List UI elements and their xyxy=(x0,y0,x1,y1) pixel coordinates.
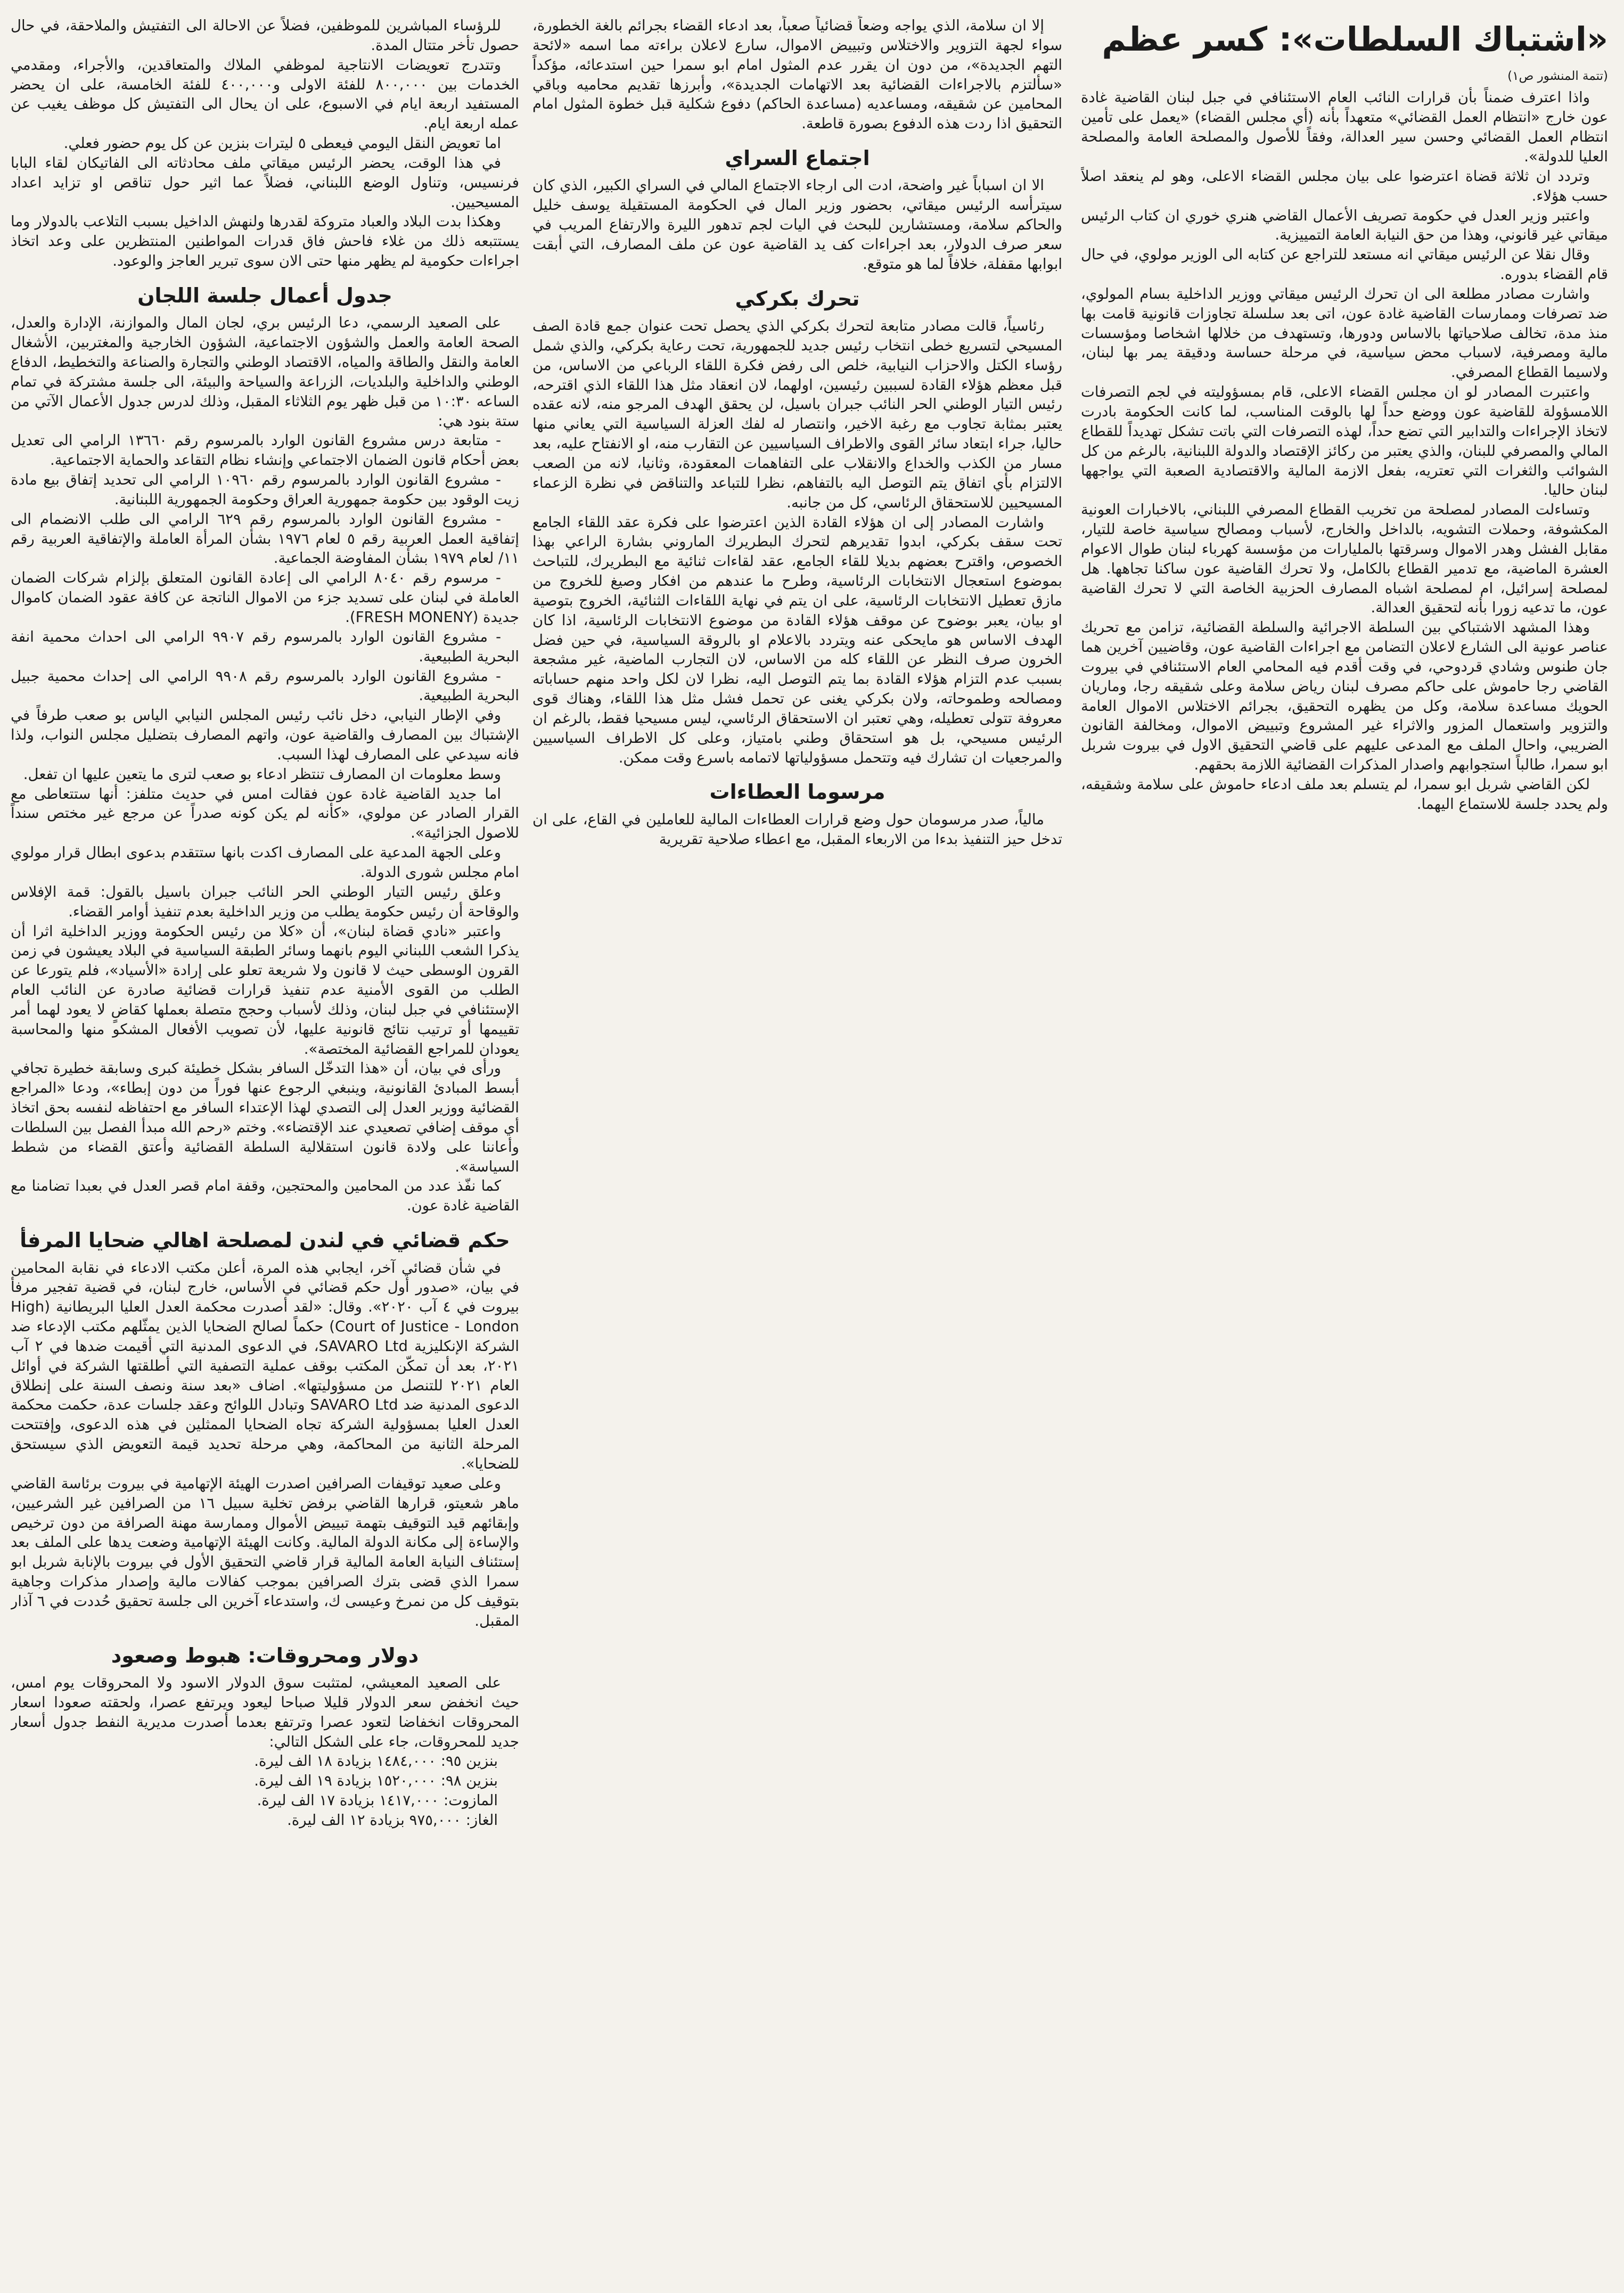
paragraph: كما نفّذ عدد من المحامين والمحتجين، وقفة امام قصر العدل في بعبدا تضامنا مع القاضية غادة عون. xyxy=(11,1177,519,1215)
paragraph: وسط معلومات ان المصارف تنتظر ادعاء بو صعب لترى ما يتعين عليها ان تفعل. xyxy=(23,765,501,783)
paragraph: في شأن قضائي آخر، ايجابي هذه المرة، أعلن مكتب الادعاء في نقابة المحامين في بيان، «صدور أول حكم قضائي في الأساس، خارج لبنان، في قضية تفجير مرفأ بيروت في ٤ آب ٢٠٢٠». وقال: «لقد أصدرت محكمة العدل العليا البريطانية (High Court of Justice - London) حكماً لصالح الضحايا الذين يمثّلهم مكتب الإدعاء ضد الشركة الإنكليزية SAVARO Ltd، في الدعوى المدنية التي أقيمت ضدها في ٢ آب ٢٠٢١، بعد أن تمكّن المكتب بوقف عملية التصفية التي أطلقتها الشركة في أوائل العام ٢٠٢١ للتنصل من مسؤوليتها». اضاف «بعد سنة ونصف السنة على إنطلاق الدعوى المدنية ضد SAVARO Ltd وتبادل اللوائح وعقد جلسات عدة، حكمت محكمة العدل العليا بمسؤولية الشركة تجاه الضحايا الممثلين في هذه الدعوى، وإفتتحت المرحلة الثانية من المحاكمة، وهي مرحلة تحديد قيمة التعويض الذي سيستحق للضحايا». xyxy=(11,1259,519,1472)
list-item: - مشروع القانون الوارد بالمرسوم رقم ٩٩٠٨ الرامي الى إحداث محمية جبيل البحرية الطبيعية. xyxy=(11,667,519,705)
paragraph: وعلى الجهة المدعية على المصارف اكدت بانها ستتقدم بدعوى ابطال قرار مولوي امام مجلس شورى الدولة. xyxy=(11,844,519,881)
price-item: الغاز: ٩٧٥,٠٠٠ بزيادة ١٢ الف ليرة. xyxy=(287,1811,498,1829)
paragraph: واعتبر «نادي قضاة لبنان»، أن «كلا من رئيس الحكومة ووزير الداخلية اثرا أن يذكرا الشعب اللبناني اليوم بانهما وسائر الطبقة السياسية في البلاد يعيشون في زمن القرون الوسطى حيث لا قانون ولا شريعة تعلو على إرادة «الأسياد»، فلم يتورعا عن الطلب من القوى الأمنية عدم تنفيذ قرارات قضائية صادرة عن النائب العام الإستئنافي في جبل لبنان، وذلك لأسباب وحجج متصلة بعملها كقاضٍ لا يعود لهما أمر تقييمها أو ترتيب نتائج قانونية عليها، لأن تصويب الأفعال المشكو منها والمحاسبة يعودان للمراجع القضائية المختصة». xyxy=(11,922,519,1058)
paragraph: وهذا المشهد الاشتباكي بين السلطة الاجرائية والسلطة القضائية، تزامن مع تحريك عناصر عونية الى الشارع لاعلان التضامن مع اجراءات القاضية عون، وقاضيين آخرين هما جان طنوس وشادي قردوحي، في وقت أقدم فيه المحامي العام الاستئنافي في بيروت القاضي رجا حاموش على حاكم مصرف لبنان رياض سلامة وعلى شقيقه رجا، وماريان الحويك مساعدة سلامة، وكل من يظهره التحقيق، بجرائم الاختلاس الاموال العامة والتزوير واستعمال المزور والاثراء غير المشروع وتبييض الاموال، ومخالفة القانون الضريبي، واحال الملف مع المدعى عليهم على قاضي التحقيق الاول في بيروت شربل ابو سمرا، طالباً استجوابهم واصدار المذكرات القضائية اللازمة بحقهم. xyxy=(1081,619,1608,774)
column-right xyxy=(1081,16,1608,814)
section-heading-london: حكم قضائي في لندن لمصلحة اهالي ضحايا المرفأ xyxy=(20,1229,510,1252)
paragraph: لكن القاضي شربل ابو سمرا، لم يتسلم بعد ملف ادعاء حاموش على سلامة وشقيقه، ولم يحدد جلسة للاستماع اليهما. xyxy=(1081,776,1608,813)
section-heading-fuel: دولار ومحروقات: هبوط وصعود xyxy=(111,1643,419,1667)
price-item: بنزين ٩٨: ١٥٢٠,٠٠٠ بزيادة ١٩ الف ليرة. xyxy=(254,1772,498,1790)
paragraph: على الصعيد الرسمي، دعا الرئيس بري، لجان المال والموازنة، الإدارة والعدل، الصحة العامة والعمل والشؤون الاجتماعية، الشؤون الخارجية والمغتربين، الأشغال العامة والنقل والطاقة والمياه، الاقتصاد الوطني والتجارة والصناعة والتخطيط، الدفاع الوطني والداخلية والبلديات، الزراعة والسياحة والبيئة، الى جلسة مشتركة في تمام الساعه ١٠:٣٠ من قبل ظهر يوم الثلاثاء المقبل، وذلك لدرس جدول الأعمال الآتي من ستة بنود هي: xyxy=(11,314,519,430)
paragraph: وتساءلت المصادر لمصلحة من تخريب القطاع المصرفي اللبناني، بالاخبارات العونية المكشوفة، وحملات التشويه، بالداخل والخارج، لأسباب ومصالح سياسية خاصة للتيار، مقابل الفشل وهدر الاموال وسرقتها بالمليارات من مؤسسة كهرباء لبنان طوال الاعوام العشرة الماضية، مع تدمير القطاع بالكامل، ولا تحرك القاضية عون ساكنا تجاهها. هل لمصلحة إسرائيل، ام لمصلحة اشباه المصارف الحزبية الخاصة التي لا تحرك القاضية عون، ما تدعيه زورا بأنه لتحقيق العدالة. xyxy=(1081,501,1608,617)
paragraph: إلا ان سلامة، الذي يواجه وضعاً قضائياً صعباً، بعد ادعاء القضاء بجرائم بالغة الخطورة، سواء لجهة التزوير والاختلاس وتبييض الاموال، سارع لاعلان براءته مما اسمه «لائحة التهم الجديدة»، من دون ان يقرر عدم المثول امام ابو سمرا حين استدعائه، مؤكداً «سألتزم بالاجراءات القضائية بعد الاتهامات الجديدة»، وأبرزها تقديم محاميه وباقي المحامين عن شقيقه، ومساعديه (مساعدة الحاكم) دفوع شكلية قبل خطوة المثول امام التحقيق اذا ردت هذه الدفوع بصورة قاطعة. xyxy=(532,17,1062,133)
paragraph: رئاسياً، قالت مصادر متابعة لتحرك بكركي الذي يحصل تحت عنوان جمع قادة الصف المسيحي لتسريع خطى انتخاب رئيس جديد للجمهورية، تحت رعاية بكركي، والذي شمل رؤساء الكتل والاحزاب النيابية، خلص الى رفض فكرة اللقاء الرباعي من الاساس، من قبل معظم هؤلاء القادة لسببين رئيسين، اولهما، لان انعقاد مثل هذا اللقاء الذي اقترحه، رئيس التيار الوطني الحر النائب جبران باسيل، لن يحقق الهدف المرجو منه، لانه عقده يعتبر بمثابة تجاوب مع رغبة الاخير، وانتصار له لفك العزلة السياسية التي يعاني منها حاليا، جراء ابتعاد سائر القوى والاطراف السياسيين عن التقارب منه، او الانفتاح عليه، بعد مسار من الكذب والخداع والانقلاب على التفاهمات المعقودة، وثانيا، لانه من الصعب الالتزام بأي اتفاق يتم التوصل اليه بالتفاهم، نظرا للتباعد والتناقض في نظرة الزعماء المسيحيين للاستحقاق الرئاسي، كل من جانبه. xyxy=(532,317,1062,511)
list-item: - متابعة درس مشروع القانون الوارد بالمرسوم رقم ١٣٦٦٠ الرامي الى تعديل بعض أحكام قانون الضمان الاجتماعي وإنشاء نظام التقاعد والحماية الاجتماعية. xyxy=(11,432,519,469)
paragraph: وقال نقلا عن الرئيس ميقاتي انه مستعد للتراجع عن كتابه الى الوزير مولوي، في حال قام القضاء بدوره. xyxy=(1081,246,1608,283)
paragraph: واعتبر وزير العدل في حكومة تصريف الأعمال القاضي هنري خوري ان كتاب الرئيس ميقاتي غير قانوني، وهذا من حق النيابة العامة التمييزية. xyxy=(1081,207,1608,244)
headline: «اشتباك السلطات»: كسر عظم xyxy=(1102,20,1608,59)
list-item: - مشروع القانون الوارد بالمرسوم رقم ٦٢٩ الرامي الى طلب الانضمام الى إتفاقية العمل العربية رقم ٥ لعام ١٩٧٦ بشأن المرأة العاملة والإتفاقية العربية رقم ١١/ لعام ١٩٧٩ بشأن المفاوضة الجماعية. xyxy=(11,510,519,567)
section-heading-serail: اجتماع السراي xyxy=(725,146,870,170)
list-item: - مرسوم رقم ٨٠٤٠ الرامي الى إعادة القانون المتعلق بإلزام شركات الضمان العاملة في لبنان على تسديد جزء من الاموال الناتجة عن كافة عقود الضمان كاموال جديدة (FRESH MONENY). xyxy=(11,569,519,626)
paragraph: ورأى في بيان، أن «هذا التدخّل السافر بشكل خطيئة كبرى وسابقة خطيرة تجافي أبسط المبادئ القانونية، وينبغي الرجوع عنها فوراً من دون إبطاء»، ودعا «المراجع القضائية ووزير العدل إلى التصدي لهذا الإعتداء السافر مع احتفاظه لنفسه بحق اتخاذ أي موقف إضافي تصعيدي عند الإقتضاء». وختم «رحم الله مبدأ الفصل بين السلطات وأعاننا على ولادة قانون استقلالية السلطة القضائية وأعتق القضاء من شطط السياسة». xyxy=(11,1060,519,1175)
continued-note: (تتمة المنشور ص١) xyxy=(1507,69,1608,84)
paragraph: اما تعويض النقل اليومي فيعطى ٥ ليترات بنزين عن كل يوم حضور فعلي. xyxy=(63,135,501,152)
column-middle xyxy=(532,16,1062,849)
agenda-list xyxy=(11,431,519,706)
paragraph: واشارت المصادر إلى ان هؤلاء القادة الذين اعترضوا على فكرة عقد اللقاء الجامع تحت سقف بكركي، ابدوا تقديرهم لتحرك البطريرك الماروني بشارة الراعي بهذا الخصوص، واقترح بعضهم بديلا للقاء الجامع، عقد لقاءات ثنائية مع البطريرك، للتباحث بموضوع استعجال الانتخابات الرئاسية، وطرح ما عندهم من افكار وصيغ للخروج من مازق تعطيل الانتخابات الرئاسية، على ان يتم في نهاية اللقاءات الثنائية، الخروج بتوصية او بيان، يعبر بوضوح عن موقف هؤلاء القادة من موضوع الانتخابات الرئاسية، اذا كان الهدف الاساس هو مايحكى عنه ويتردد بالاعلام او بالروقة السياسية، في حين فضل الخرون صرف النظر عن اللقاء كله من الاساس، لان التجارب الماضية، غير مشجعة بسبب عدم التزام هؤلاء القادة بما يتم التوصل اليه، نظرا لان لكل واحد منهم حساباته ومصالحه وطموحاته، ولان بكركي يغنى عن تحمل فشل مثل هذا اللقاء، وهناك قوى معروفة تتولى تعطيله، وهي تعتبر ان الاستحقاق الرئاسي، ليس مسيحيا فقط، بالرغم ان الرئيس مسيحي، بل هو استحقاق وطني بامتياز، وعلى كل الاطراف السياسيين والمرجعيات ان تشارك فيه وتتحمل مسؤولياتها لاتمامه باسرع وقت ممكن. xyxy=(532,513,1062,766)
paragraph: الا ان اسباباً غير واضحة، ادت الى ارجاء الاجتماع المالي في السراي الكبير، الذي كان سيترأسه الرئيس ميقاتي، بحضور وزير المال في الحكومة المستقيلة يوسف خليل والحاكم سلامة، ومستشارين للبحث في اليات لجم تدهور الليرة والارتفاع المريب في سعر صرف الدولار، بعد اجراءات كف يد القاضية عون عن ملف المصارف، التي أبقت ابوابها مقفلة، خلافاً لما هو متوقع. xyxy=(532,177,1062,273)
paragraph: وتردد ان ثلاثة قضاة اعترضوا على بيان مجلس القضاء الاعلى، وهو لم ينعقد اصلاً حسب هؤلاء. xyxy=(1081,167,1608,204)
price-item: المازوت: ١٤١٧,٠٠٠ بزيادة ١٧ الف ليرة. xyxy=(257,1792,498,1809)
paragraph: وعلى صعيد توقيفات الصرافين اصدرت الهيئة الإتهامية في بيروت برئاسة القاضي ماهر شعيتو، قرارها القاضي برفض تخلية سبيل ١٦ من الصرافين غير الشرعيين، وإبقائهم قيد التوقيف بتهمة تبييض الأموال وممارسة مهنة الصرافة من دون ترخيص والإساءة إلى مكانة الدولة المالية. وكانت الهيئة الإتهامية وضعت يدها على الملف بعد إستئناف النيابة العامة المالية قرار قاضي التحقيق الأول في بيروت بالإنابة شربل ابو سمرا الذي قضى بترك الصرافين بموجب كفالات مالية وإصدار مذكرات وجاهية بتوقيف كل من نمرخ وعيسى ك، واستدعاء آخرين الى جلسة تحقيق حُددت في ٦ آذار المقبل. xyxy=(11,1475,519,1629)
paragraph: على الصعيد المعيشي، لمتثبت سوق الدولار الاسود ولا المحروقات يوم امس، حيث انخفض سعر الدولار قليلا صباحا ليعود ويرتفع عصرا، ولحقته صعودا اسعار المحروقات انخفاضا لتعود عصرا وترتفع بعدما أصدرت مديرية النفط جدول أسعار جديد للمحروقات، جاء على الشكل التالي: xyxy=(11,1674,519,1750)
paragraph: واعتبرت المصادر لو ان مجلس القضاء الاعلى، قام بمسؤوليته في لجم التصرفات اللامسؤولة للقاضية عون ووضع حداً لها بالوقت المناسب، لما كانت الحكومة بادرت لاتخاذ الإجراءات والتدابير التي تضع حداً، لهذه التصرفات التي باتت تشكل تهديداً للقطاع المالي والمصرفي للبنان، والذي يعتبر من ركائز الإقتصاد والدولة اللبنانية، بالرغم من كل الشوائب والثغرات التي تعتريه، بفعل الازمة المالية والاقتصادية الصعبة التي يواجهها لبنان حاليا. xyxy=(1081,383,1608,499)
price-item: بنزين ٩٥: ١٤٨٤,٠٠٠ بزيادة ١٨ الف ليرة. xyxy=(254,1752,498,1770)
paragraph: وفي الإطار النيابي، دخل نائب رئيس المجلس النيابي الياس بو صعب طرفاً في الإشتباك بين المصارف والقاضية عون، واتهم المصارف بتضليل مجلس النواب، ولذا فانه سيدعي على المصارف لهذا السبب. xyxy=(11,707,519,763)
right-article-body xyxy=(1081,88,1608,814)
paragraph: اما جديد القاضية غادة عون فقالت امس في حديث متلفز: أنها ستتعاطى مع القرار الصادر عن مولوي، «كأنه لم يكن كونه صدراً عن مرجع غير مختص سنداً للاصول الجزائية». xyxy=(11,785,519,842)
section-heading-grants: مرسوما العطاءات xyxy=(709,780,885,804)
paragraph: واذا اعترف ضمناً بأن قرارات النائب العام الاستئنافي في جبل لبنان القاضية غادة عون خارج «انتظام العمل القضائي» متعهداً بأنه (أي مجلس القضاء) «يعمل على تأمين انتظام العمل القضائي وحسن سير العدالة، وفقاً للأصول والمصلحة العامة والمصلحة العليا للدولة». xyxy=(1081,89,1608,166)
section-heading-committees: جدول أعمال جلسة اللجان xyxy=(137,283,392,307)
column-left xyxy=(11,16,519,2284)
fuel-price-list xyxy=(11,1751,519,1830)
paragraph: وعلق رئيس التيار الوطني الحر النائب جبران باسيل بالقول: قمة الإفلاس والوقاحة أن رئيس حكومة يطلب من وزير الداخلية بعدم تنفيذ أوامر القضاء. xyxy=(11,883,519,920)
list-item: - مشروع القانون الوارد بالمرسوم رقم ١٠٩٦٠ الرامي الى تحديد إتفاق بيع مادة زيت الوقود بين حكومة جمهورية العراق وحكومة الجمهورية اللبنانية. xyxy=(11,471,519,508)
paragraph: في هذا الوقت، يحضر الرئيس ميقاتي ملف محادثاته الى الفاتيكان لقاء البابا فرنسيس، وتناول الوضع اللبناني، فضلاً عما اثير حول تناقص او تزايد اعداد المسيحيين. xyxy=(11,154,519,211)
paragraph: للرؤساء المباشرين للموظفين، فضلاً عن الاحالة الى التفتيش والملاحقة، في حال حصول تأخر متتال المدة. xyxy=(11,17,519,54)
paragraph: مالياً، صدر مرسومان حول وضع قرارات العطاءات المالية للعاملين في القاع، على ان تدخل حيز التنفيذ بدءا من الاربعاء المقبل، مع اعطاء صلاحية تقريرية xyxy=(532,810,1062,848)
section-heading-bkerke: تحرك بكركي xyxy=(735,286,860,310)
list-item: - مشروع القانون الوارد بالمرسوم رقم ٩٩٠٧ الرامي الى احداث محمية انفة البحرية الطبيعية. xyxy=(11,628,519,665)
paragraph: وهكذا بدت البلاد والعباد متروكة لقدرها ولنهش الداخيل بسبب التلاعب بالدولار وما يستتبعه ذلك من غلاء فاحش فاق قدرات المواطنين المنتظرين على وعد اتخاذ اجراءات حكومية لم يظهر منها حتى الان سوى تبرير العاجز والوعود. xyxy=(11,213,519,270)
paragraph: وتتدرج تعويضات الانتاجية لموظفي الملاك والمتعاقدين، والأجراء، ومقدمي الخدمات بين ٨٠٠,٠٠٠ للفئة الاولى و٤٠٠,٠٠٠ للفئة الخامسة، على ان يحضر المستفيد اربعة ايام في الاسبوع، على ان يحال الى التفتيش كل موظف يغيب عن عمله اربعة ايام. xyxy=(11,56,519,133)
paragraph: واشارت مصادر مطلعة الى ان تحرك الرئيس ميقاتي ووزير الداخلية بسام المولوي، ضد تصرفات وممارسات القاضية غادة عون، اتى بعد سلسلة تجاوزات قانونية قامت بها منذ مدة، تخالف صلاحياتها بالاساس ودورها، وتستهدف من خلالها اشخاصا ومؤسسات مالية ومصرفية، لاسباب محض سياسية، في مرحلة حساسة ودقيقة يمر بها لبنان، ولاسيما القطاع المصرفي. xyxy=(1081,285,1608,381)
